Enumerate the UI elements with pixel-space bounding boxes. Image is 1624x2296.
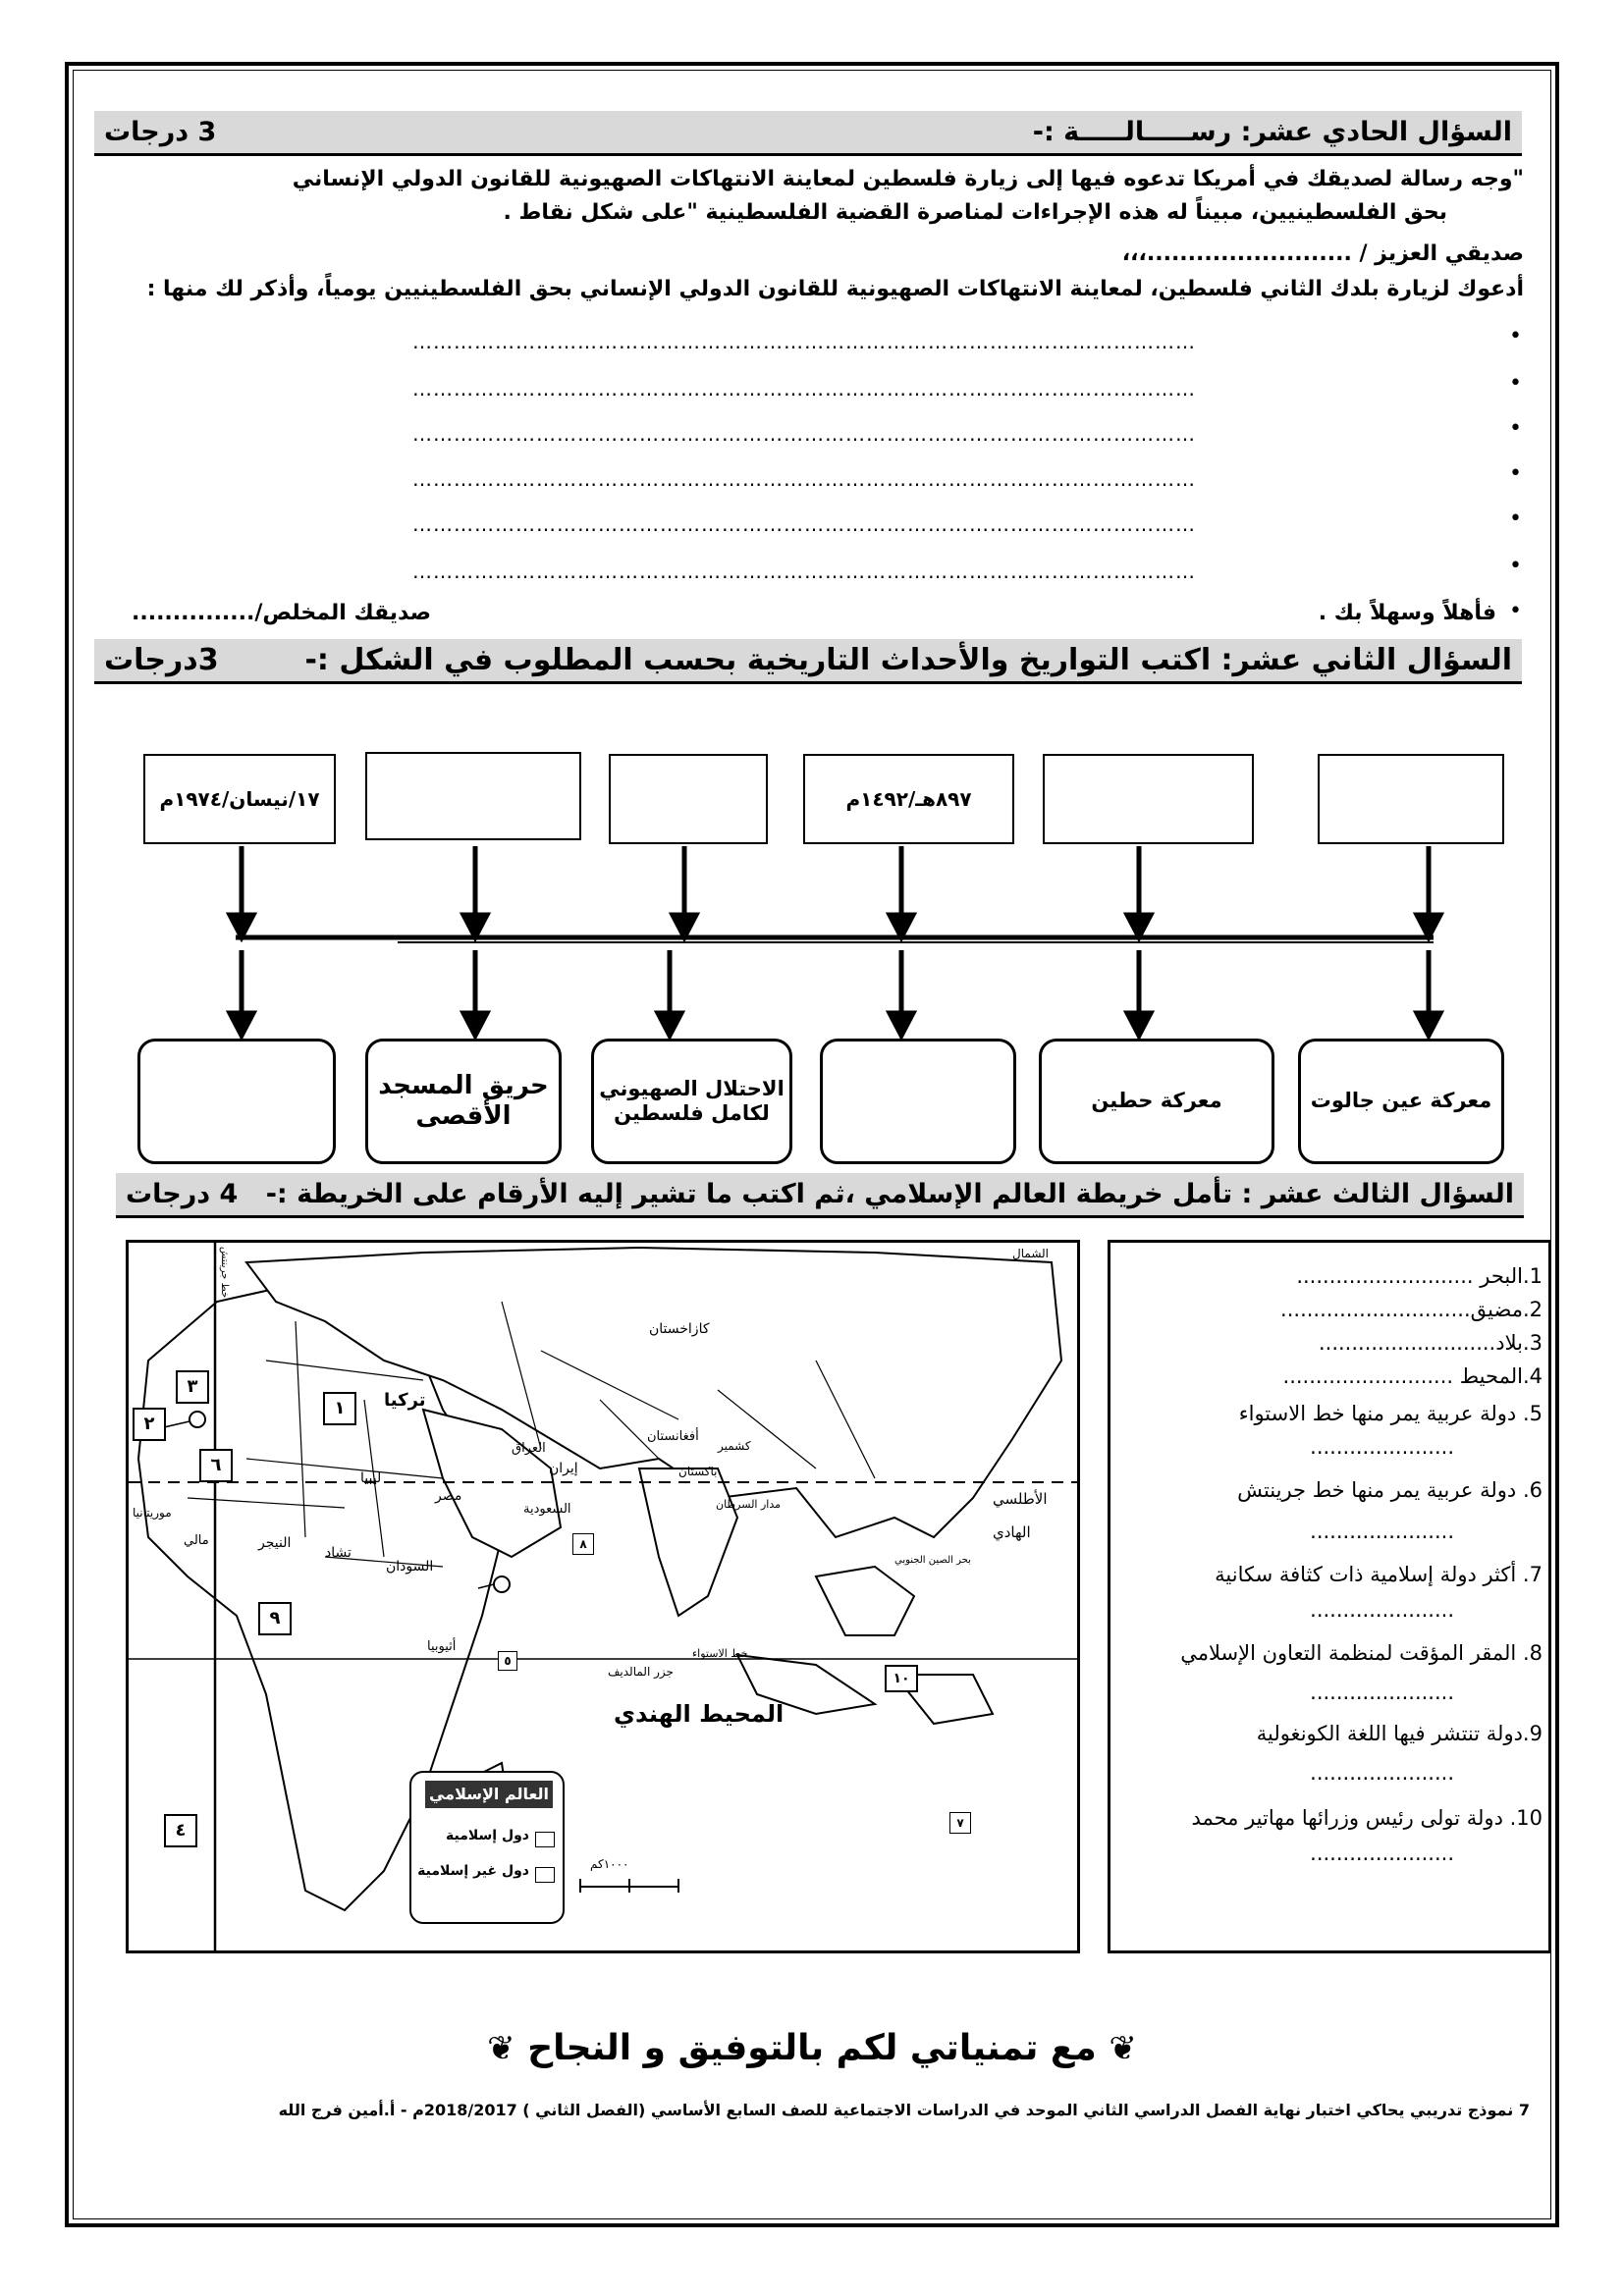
label-kashmir: كشمير — [718, 1439, 751, 1453]
event-box-4[interactable]: الاحتلال الصهيوني لكامل فلسطين — [591, 1039, 792, 1164]
label-pakistan: باكستان — [678, 1465, 718, 1478]
label-mali: مالي — [184, 1533, 209, 1548]
label-turkey: تركيا — [384, 1390, 426, 1411]
islamic-world-map — [126, 1240, 1080, 1953]
q11-greeting: صديقي العزيز / .........................،،، — [1121, 241, 1524, 266]
legend-non: دول غير إسلامية — [417, 1863, 529, 1879]
bullet: • — [1509, 461, 1522, 486]
label-saudi: السعودية — [523, 1502, 571, 1517]
label-egypt: مصر — [435, 1488, 462, 1504]
wish-text: مع تمنياتي لكم بالتوفيق و النجاح — [527, 2028, 1097, 2068]
label-indian-ocean: المحيط الهندي — [614, 1700, 785, 1728]
legend-islamic: دول إسلامية — [446, 1828, 529, 1843]
bullet: • — [1509, 416, 1522, 441]
map-svg — [129, 1243, 1077, 1950]
date-box-4[interactable] — [609, 754, 768, 844]
event-box-6[interactable] — [137, 1039, 336, 1164]
label-atlantic: الأطلسي — [993, 1490, 1048, 1508]
answer-line-6[interactable]: …………………………………………………………………………………………………… — [412, 560, 1196, 583]
label-mauritania: موريتانيا — [133, 1506, 172, 1520]
date-box-1[interactable] — [1318, 754, 1504, 844]
bullet: • — [1509, 371, 1522, 396]
q13-item-6-line[interactable]: ...................... — [1310, 1520, 1454, 1543]
marker-9: ٩ — [258, 1602, 292, 1635]
q13-header — [116, 1173, 1524, 1218]
legend-swatch-islamic — [535, 1832, 555, 1847]
label-south-china-sea: بحر الصين الجنوبي — [894, 1555, 971, 1566]
marker-6: ٦ — [199, 1449, 233, 1482]
label-afghanistan: أفغانستان — [647, 1429, 699, 1444]
footer-line: 7 نموذج تدريبي يحاكي اختبار نهاية الفصل الدراسي الثاني الموحد في الدراسات الاجتماعية للصف السابع الأساسي (الفصل الثاني ) 2018/2017م - أ.أمين فرج الله — [278, 2101, 1530, 2119]
marker-3: ٣ — [176, 1370, 209, 1404]
label-kazakhstan: كازاخستان — [649, 1321, 710, 1337]
q13-answers-panel — [1108, 1240, 1551, 1953]
bullet: • — [1509, 324, 1522, 348]
q11-body: أدعوك لزيارة بلدك الثاني فلسطين، لمعاينة الانتهاكات الصهيونية للقانون الدولي الإنساني بحق الفلسطينيين يومياً، وأذكر لك منها : — [146, 277, 1524, 301]
event-box-1[interactable]: معركة عين جالوت — [1298, 1039, 1504, 1164]
marker-2: ٢ — [133, 1408, 166, 1441]
marker-10: ١٠ — [885, 1665, 918, 1692]
marker-1: ١ — [323, 1392, 356, 1425]
q13-title: السؤال الثالث عشر : تأمل خريطة العالم الإسلامي ،ثم اكتب ما تشير إليه الأرقام على الخريطة :- — [265, 1179, 1514, 1209]
date-box-5[interactable] — [365, 752, 581, 840]
q13-item-9: 9.دولة تنتشر فيها اللغة الكونغولية — [1256, 1722, 1543, 1745]
q12-title: السؤال الثاني عشر: اكتب التواريخ والأحداث التاريخية بحسب المطلوب في الشكل :- — [304, 643, 1512, 677]
label-equator: خط الاستواء — [692, 1647, 748, 1660]
bullet: • — [1509, 599, 1522, 623]
answer-line-1[interactable]: …………………………………………………………………………………………………… — [412, 330, 1196, 353]
footer-wish — [0, 2028, 1624, 2068]
q13-item-2: 2.مضيق............................. — [1280, 1298, 1543, 1321]
event-box-2[interactable]: معركة حطين — [1039, 1039, 1274, 1164]
event-box-5[interactable]: حريق المسجد الأقصى — [365, 1039, 562, 1164]
label-sudan: السودان — [386, 1559, 434, 1575]
north-label: الشمال — [1012, 1247, 1050, 1260]
map-legend — [409, 1771, 565, 1924]
legend-swatch-non — [535, 1867, 555, 1883]
date-box-6[interactable]: ١٧/نيسان/١٩٧٤م — [143, 754, 336, 844]
legend-title: العالم الإسلامي — [425, 1781, 553, 1808]
label-pacific: الهادي — [993, 1523, 1031, 1541]
q13-item-8: 8. المقر المؤقت لمنظمة التعاون الإسلامي — [1180, 1641, 1543, 1665]
q13-item-7: 7. أكثر دولة إسلامية ذات كثافة سكانية — [1215, 1563, 1543, 1586]
label-cancer: مدار السرطان — [716, 1498, 782, 1511]
marker-4: ٤ — [164, 1814, 197, 1847]
marker-7: ٧ — [949, 1812, 971, 1834]
q13-item-1: 1.البحر ........................... — [1296, 1264, 1543, 1288]
label-iraq: العراق — [512, 1441, 546, 1456]
q11-grade: 3 درجات — [104, 117, 217, 147]
answer-line-3[interactable]: …………………………………………………………………………………………………… — [412, 422, 1196, 446]
date-box-3[interactable]: ٨٩٧هـ/١٤٩٢م — [803, 754, 1014, 844]
q13-item-4: 4.المحيط .......................... — [1282, 1364, 1543, 1388]
q13-item-5: 5. دولة عربية يمر منها خط الاستواء — [1238, 1402, 1543, 1425]
label-ethiopia: أثيوبيا — [427, 1639, 457, 1654]
answer-line-2[interactable]: …………………………………………………………………………………………………… — [412, 377, 1196, 400]
q11-signature: صديقك المخلص/............... — [132, 601, 432, 625]
label-chad: تشاد — [325, 1545, 352, 1561]
label-maldives: جزر المالديف — [608, 1665, 674, 1679]
answer-line-5[interactable]: …………………………………………………………………………………………………… — [412, 512, 1196, 536]
label-greenwich: خط جرينتش — [219, 1247, 230, 1299]
q12-grade: 3درجات — [104, 643, 219, 677]
marker-5: ٥ — [498, 1651, 517, 1671]
q11-prompt-line2: بحق الفلسطينيين، مبيناً له هذه الإجراءات لمناصرة القضية الفلسطينية "على شكل نقاط . — [503, 200, 1447, 225]
bullet: • — [1509, 554, 1522, 578]
q13-item-3: 3.بلاد........................... — [1318, 1331, 1543, 1355]
q13-item-10: 10. دولة تولى رئيس وزرائها مهاتير محمد — [1191, 1806, 1543, 1830]
event-box-3[interactable] — [820, 1039, 1016, 1164]
label-iran: إيران — [549, 1461, 578, 1476]
q13-item-5-line[interactable]: ...................... — [1310, 1435, 1454, 1459]
q13-item-9-line[interactable]: ...................... — [1310, 1761, 1454, 1785]
q11-closing: فأهلاً وسهلاً بك . — [1318, 601, 1496, 625]
q13-item-6: 6. دولة عربية يمر منها خط جرينتش — [1237, 1478, 1543, 1502]
q11-prompt-line1: "وجه رسالة لصديقك في أمريكا تدعوه فيها إلى زيارة فلسطين لمعاينة الانتهاكات الصهيونية للقانون الدولي الإنساني — [292, 167, 1524, 191]
q13-item-10-line[interactable]: ...................... — [1310, 1842, 1454, 1865]
label-scale: ١٠٠٠كم — [590, 1857, 629, 1871]
ornament-icon: ❦ — [487, 2029, 515, 2068]
label-niger: النيجر — [258, 1535, 292, 1551]
label-libya: ليبيا — [360, 1470, 382, 1486]
q13-item-7-line[interactable]: ...................... — [1310, 1598, 1454, 1622]
q13-item-8-line[interactable]: ...................... — [1310, 1681, 1454, 1704]
bullet: • — [1509, 507, 1522, 531]
marker-8: ٨ — [572, 1533, 594, 1555]
answer-line-4[interactable]: …………………………………………………………………………………………………… — [412, 467, 1196, 491]
ornament-icon: ❦ — [1109, 2029, 1137, 2068]
q13-grade: 4 درجات — [126, 1179, 239, 1209]
date-box-2[interactable] — [1043, 754, 1254, 844]
q11-title: السؤال الحادي عشر: رســـــالـــــة :- — [1032, 117, 1512, 147]
